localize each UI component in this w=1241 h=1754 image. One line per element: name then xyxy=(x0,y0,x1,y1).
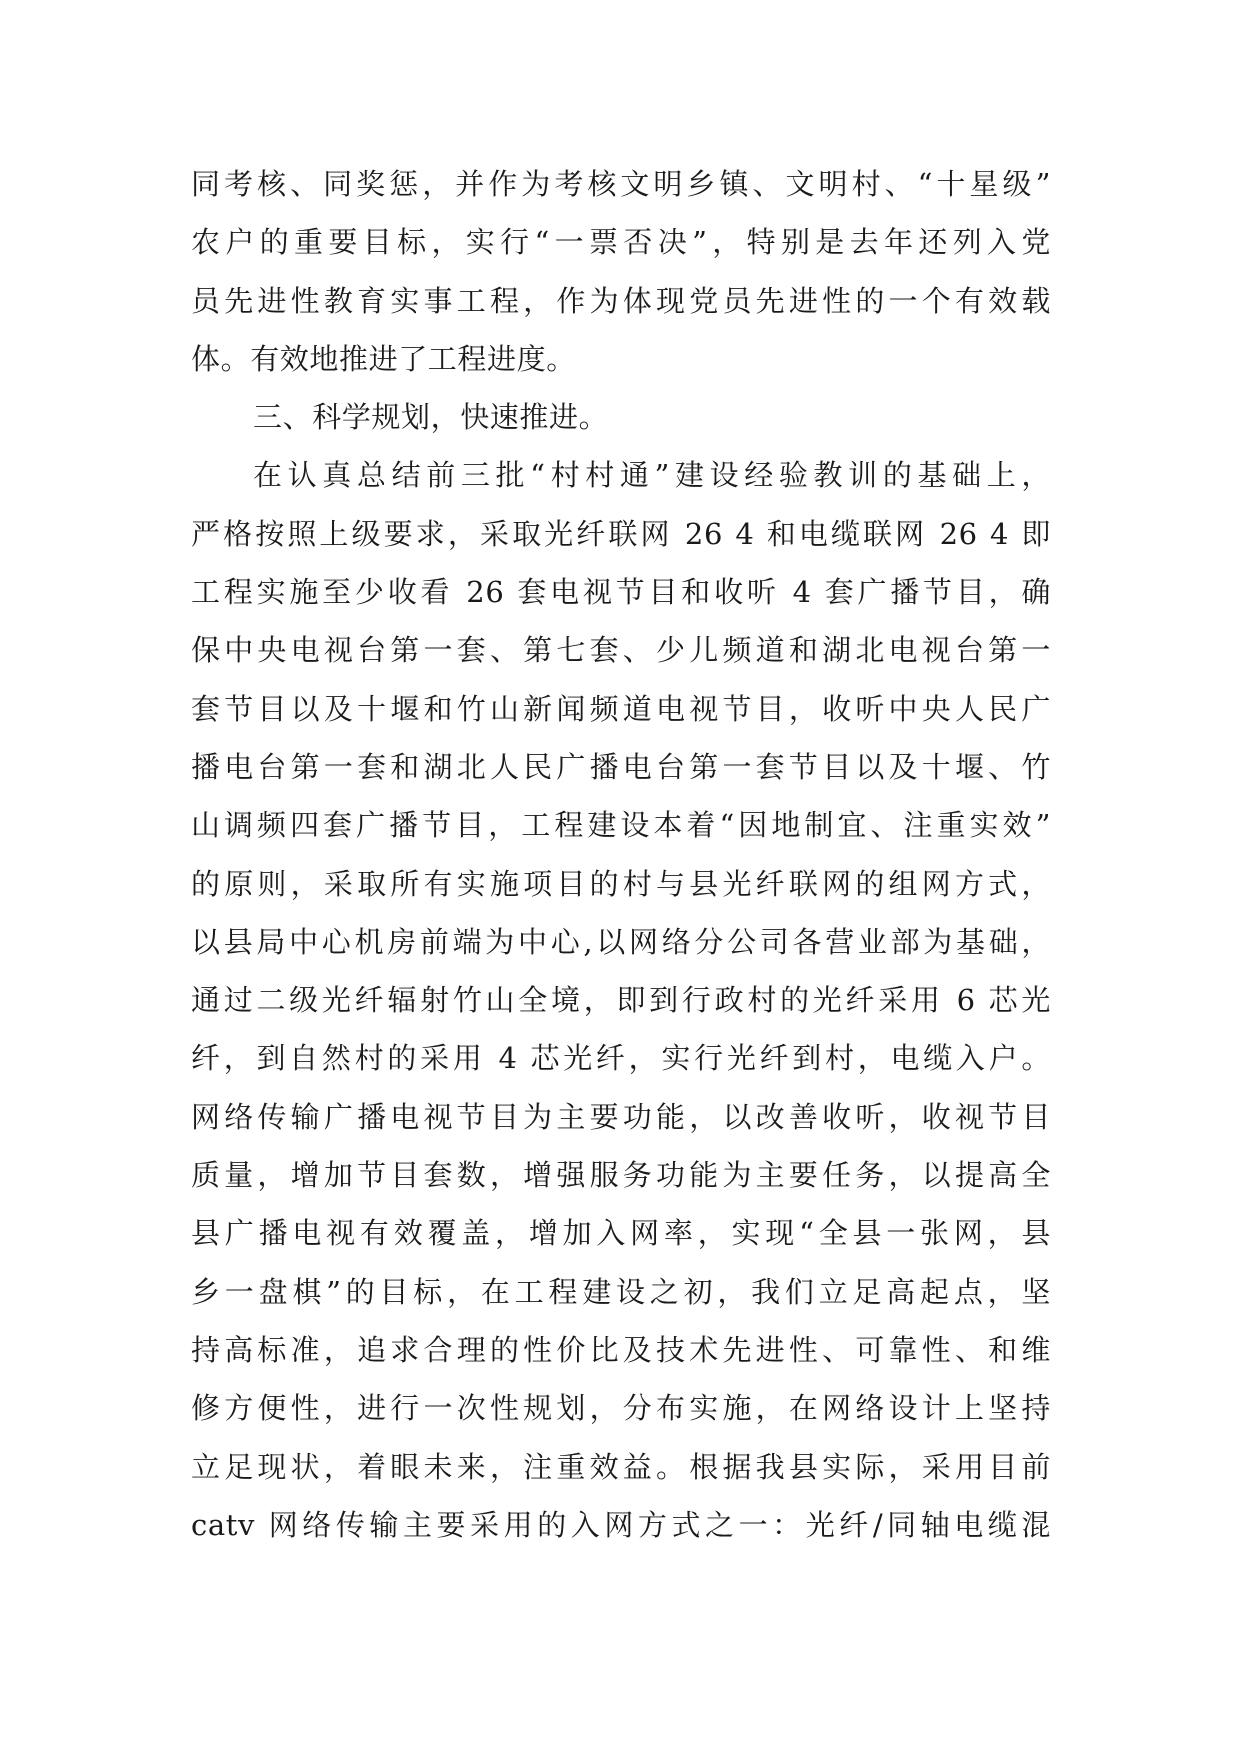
text-line: 工程实施至少收看 26 套电视节目和收听 4 套广播节目，确 xyxy=(191,575,1051,610)
text-line: 通过二级光纤辐射竹山全境，即到行政村的光纤采用 6 芯光 xyxy=(191,983,1051,1018)
text-line: 网络传输广播电视节目为主要功能，以改善收听，收视节目 xyxy=(191,1099,1051,1134)
text-line: 在认真总结前三批“村村通”建设经验教训的基础上， xyxy=(253,458,1051,493)
text-line: 持高标准，追求合理的性价比及技术先进性、可靠性、和维 xyxy=(191,1332,1051,1367)
text-line: 以县局中心机房前端为中心,以网络分公司各营业部为基础， xyxy=(191,924,1051,959)
text-line: catv 网络传输主要采用的入网方式之一：光纤/同轴电缆混 xyxy=(191,1507,1051,1542)
text-line: 立足现状，着眼未来，注重效益。根据我县实际，采用目前 xyxy=(191,1449,1051,1484)
text-line: 修方便性，进行一次性规划，分布实施，在网络设计上坚持 xyxy=(191,1391,1051,1426)
text-line: 严格按照上级要求，采取光纤联网 26 4 和电缆联网 26 4 即 xyxy=(191,516,1051,551)
text-line: 播电台第一套和湖北人民广播电台第一套节目以及十堰、竹 xyxy=(191,749,1051,784)
text-line: 套节目以及十堰和竹山新闻频道电视节目，收听中央人民广 xyxy=(191,691,1051,726)
section-heading: 三、科学规划，快速推进。 xyxy=(253,400,609,435)
text-line: 体。有效地推进了工程进度。 xyxy=(191,341,576,376)
text-line: 山调频四套广播节目，工程建设本着“因地制宜、注重实效” xyxy=(191,808,1051,843)
text-line: 农户的重要目标，实行“一票否决”，特别是去年还列入党 xyxy=(191,225,1051,260)
text-line: 同考核、同奖惩，并作为考核文明乡镇、文明村、“十星级” xyxy=(191,167,1051,201)
text-line: 的原则，采取所有实施项目的村与县光纤联网的组网方式， xyxy=(191,866,1051,901)
text-line: 质量，增加节目套数，增强服务功能为主要任务，以提高全 xyxy=(191,1158,1051,1193)
body-text xyxy=(191,155,1051,1554)
text-line: 乡一盘棋”的目标，在工程建设之初，我们立足高起点，坚 xyxy=(191,1274,1051,1309)
text-line: 县广播电视有效覆盖，增加入网率，实现“全县一张网，县 xyxy=(191,1216,1051,1251)
text-line: 员先进性教育实事工程，作为体现党员先进性的一个有效载 xyxy=(191,283,1051,318)
text-line: 纤，到自然村的采用 4 芯光纤，实行光纤到村，电缆入户。 xyxy=(191,1041,1051,1076)
text-line: 保中央电视台第一套、第七套、少儿频道和湖北电视台第一 xyxy=(191,633,1051,668)
